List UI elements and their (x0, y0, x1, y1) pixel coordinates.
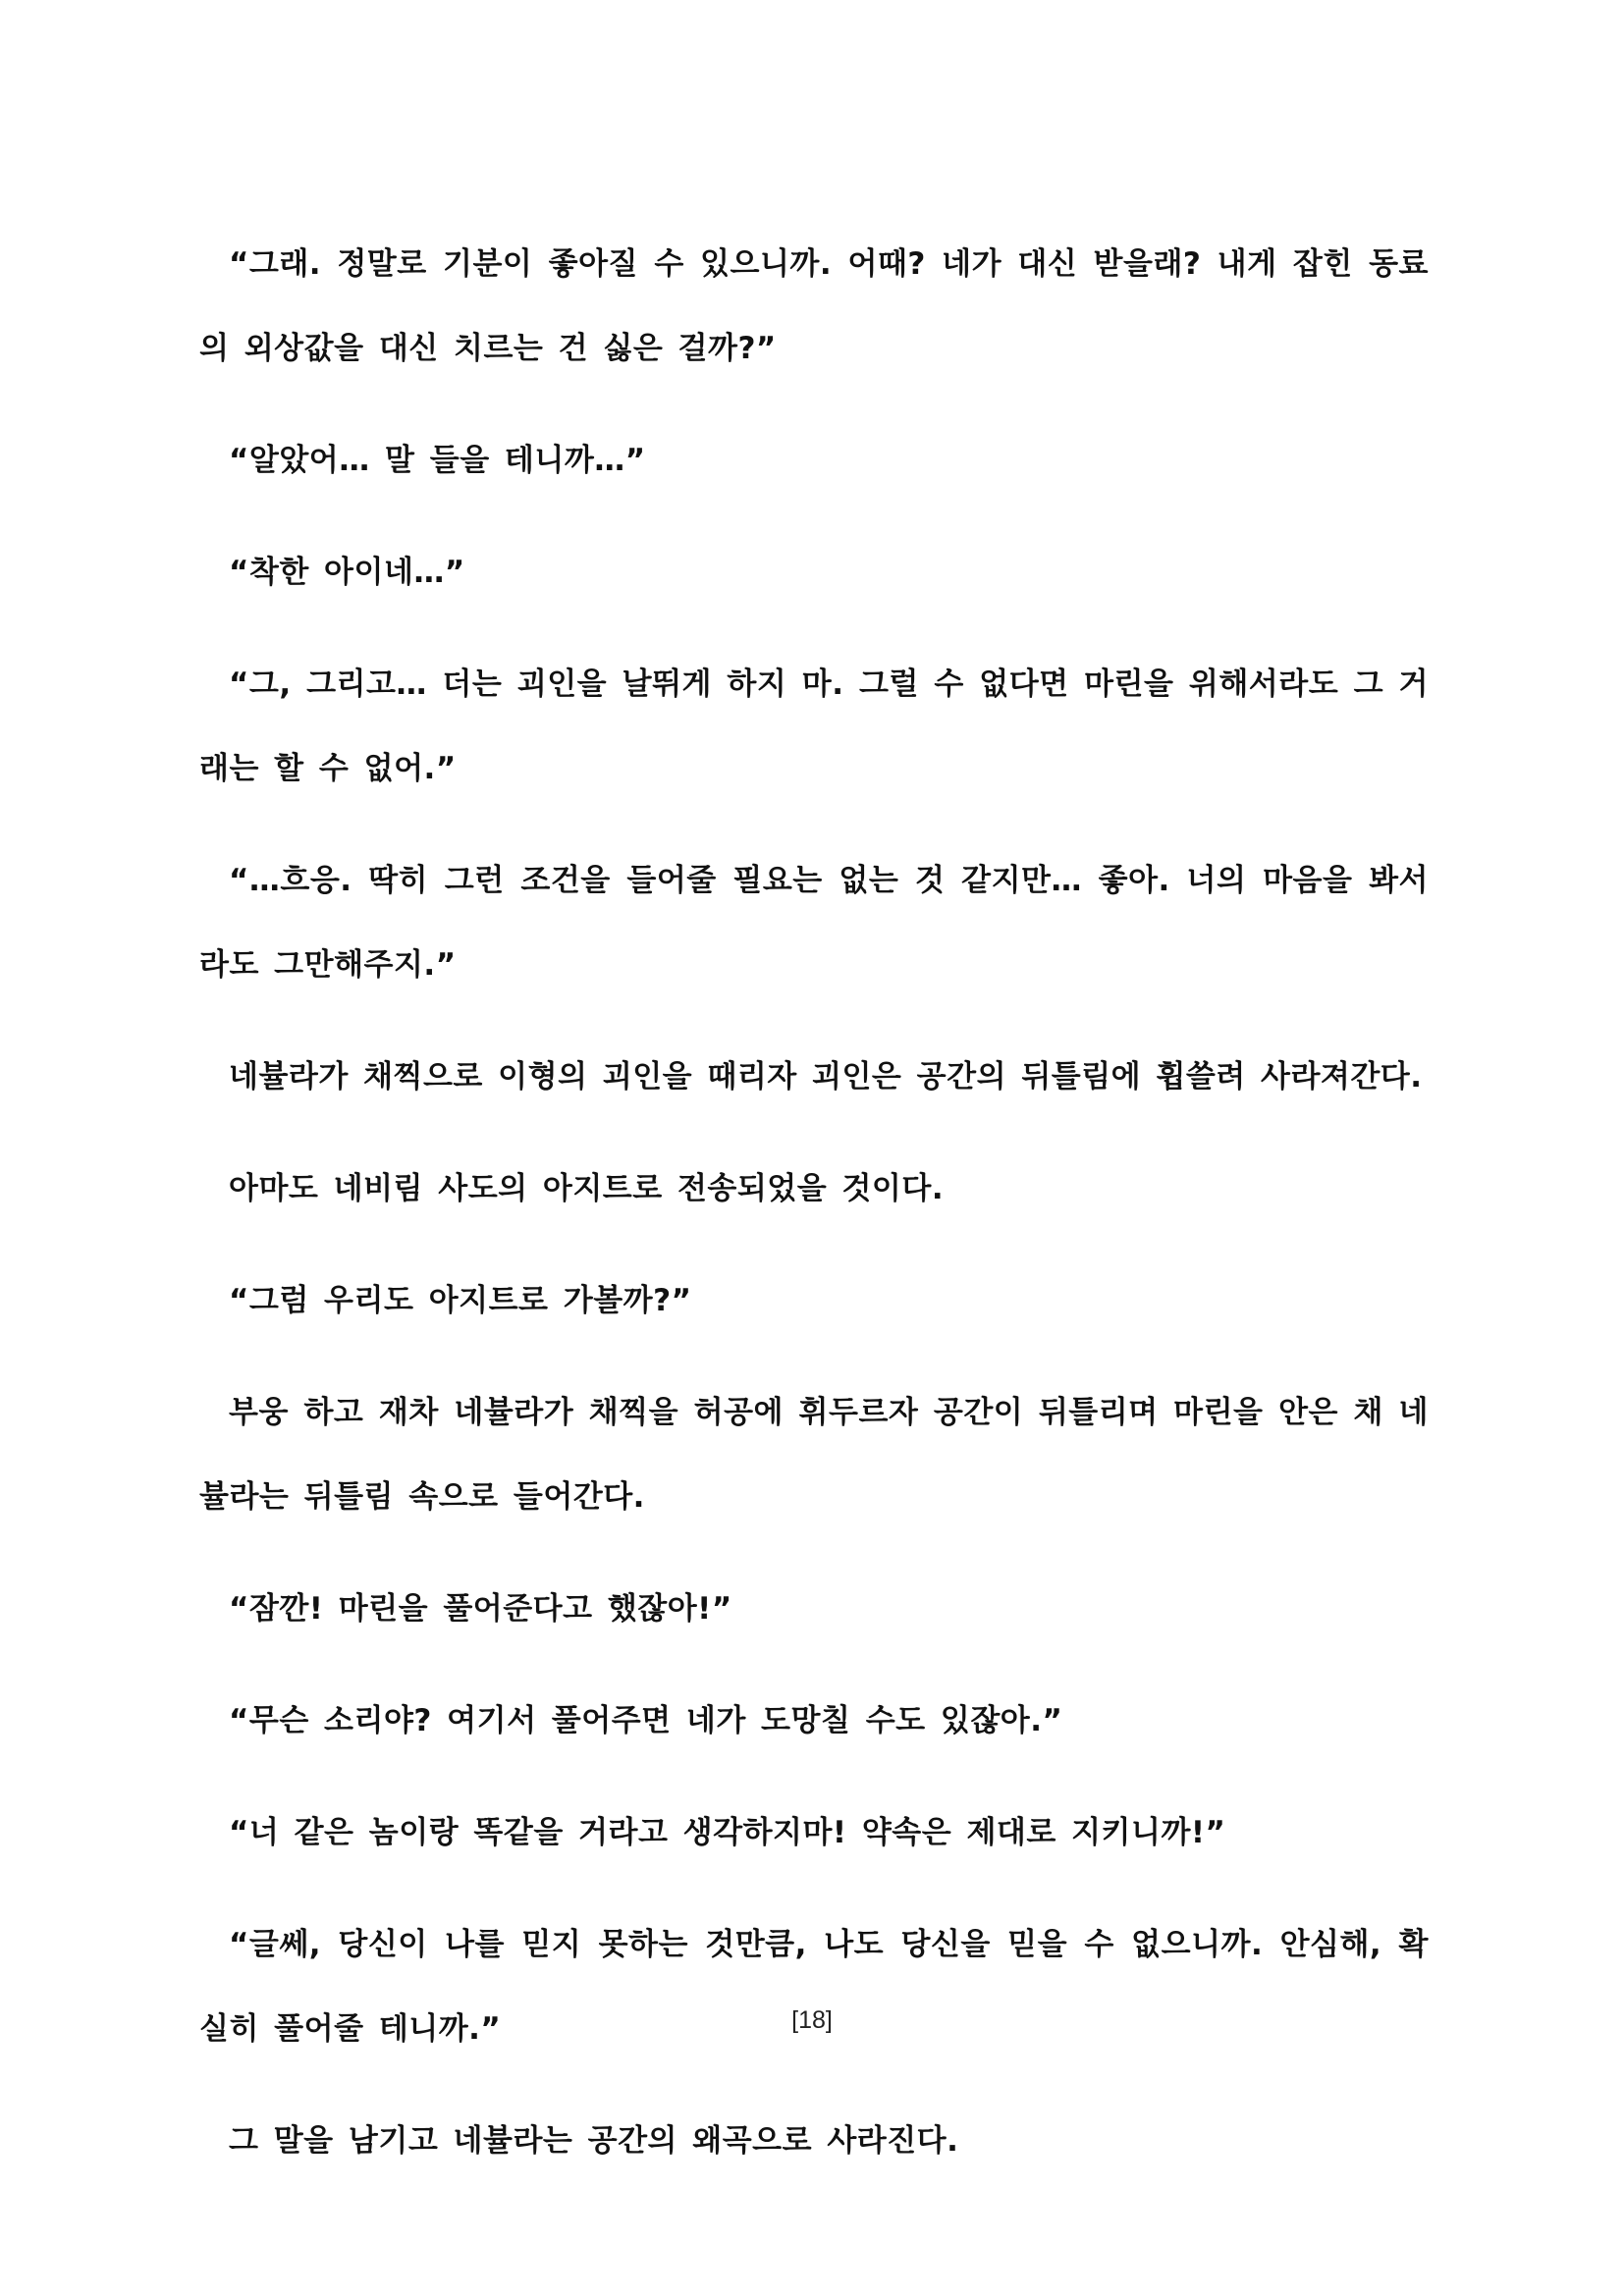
paragraph: 그 말을 남기고 네뷸라는 공간의 왜곡으로 사라진다. (229, 2123, 959, 2159)
page-number: [18] (791, 2006, 833, 2034)
paragraph: 네뷸라가 채찍으로 이형의 괴인을 때리자 괴인은 공간의 뒤틀림에 휩쓸려 사라져간다. (229, 1059, 1423, 1095)
paragraph: “잠깐! 마린을 풀어준다고 했잖아!” (229, 1591, 732, 1627)
paragraph: “그래. 정말로 기분이 좋아질 수 있으니까. 어때? 네가 대신 받을래? 내게 잡힌 동료의 외상값을 대신 치르는 건 싫은 걸까?” (199, 246, 1429, 366)
paragraph: “알았어… 말 들을 테니까…” (229, 443, 646, 478)
paragraph: “무슨 소리야? 여기서 풀어주면 네가 도망칠 수도 있잖아.” (229, 1703, 1063, 1738)
paragraph: “…흐응. 딱히 그런 조건을 들어줄 필요는 없는 것 같지만… 좋아. 너의 마음을 봐서라도 그만해주지.” (199, 863, 1429, 983)
paragraph: “착한 아이네…” (229, 555, 465, 590)
paragraph: “글쎄, 당신이 나를 믿지 못하는 것만큼, 나도 당신을 믿을 수 없으니까. 안심해, 확실히 풀어줄 테니까.” (199, 1927, 1429, 2047)
paragraph: 아마도 네비림 사도의 아지트로 전송되었을 것이다. (229, 1171, 945, 1206)
body-text (199, 222, 1429, 2211)
paragraph: 부웅 하고 재차 네뷸라가 채찍을 허공에 휘두르자 공간이 뒤틀리며 마린을 안은 채 네뷸라는 뒤틀림 속으로 들어간다. (199, 1395, 1429, 1515)
paragraph: “그럼 우리도 아지트로 가볼까?” (229, 1283, 692, 1318)
paragraph: “너 같은 놈이랑 똑같을 거라고 생각하지마! 약속은 제대로 지키니까!” (229, 1815, 1226, 1850)
paragraph: “그, 그리고… 더는 괴인을 날뛰게 하지 마. 그럴 수 없다면 마린을 위해서라도 그 거래는 할 수 없어.” (199, 667, 1429, 786)
